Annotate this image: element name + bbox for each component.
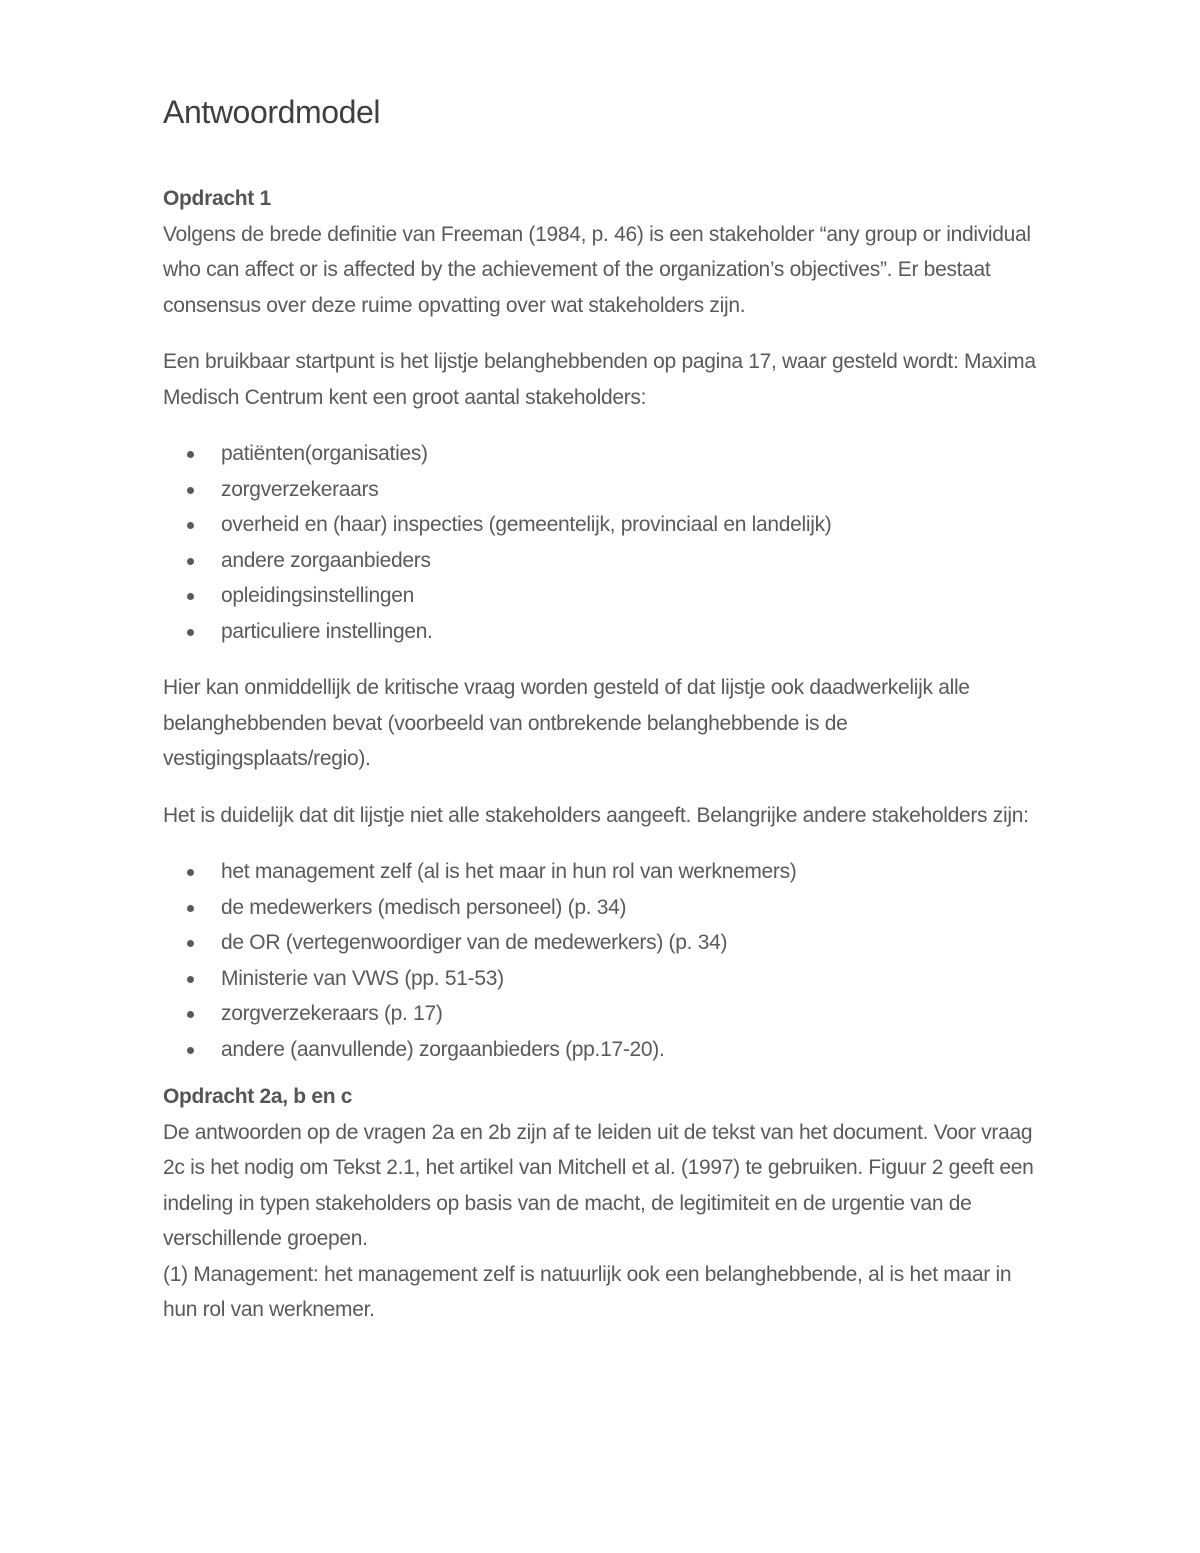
spacer bbox=[163, 415, 1043, 436]
bullet-icon bbox=[187, 558, 194, 565]
list-item: de OR (vertegenwoordiger van de medewerkers) (p. 34) bbox=[163, 925, 1043, 961]
bullet-icon bbox=[187, 522, 194, 529]
paragraph: (1) Management: het management zelf is natuurlijk ook een belanghebbende, al is het maar in hun rol van werknemer. bbox=[163, 1262, 1012, 1321]
section-heading: Opdracht 2a, b en c bbox=[163, 1085, 353, 1108]
spacer bbox=[163, 649, 1043, 670]
bullet-icon bbox=[187, 451, 194, 458]
list-item: overheid en (haar) inspecties (gemeentelijk, provinciaal en landelijk) bbox=[163, 507, 1043, 543]
list-item: het management zelf (al is het maar in hun rol van werknemers) bbox=[163, 854, 1043, 890]
spacer bbox=[163, 833, 1043, 854]
bullet-icon bbox=[187, 1011, 194, 1018]
list-item: andere zorgaanbieders bbox=[163, 543, 1043, 579]
paragraph: Volgens de brede definitie van Freeman (1984, p. 46) is een stakeholder “any group or individual who can affect or is affected by the achievement of the organization’s objectives”. Er bestaat consensus over deze ruime opvatting over wat stakeholders zijn. bbox=[163, 222, 1031, 317]
list-item: andere (aanvullende) zorgaanbieders (pp.17-20). bbox=[163, 1032, 1043, 1068]
document-page bbox=[163, 88, 1043, 1328]
spacer bbox=[163, 1067, 1043, 1079]
bullet-icon bbox=[187, 940, 194, 947]
spacer bbox=[163, 136, 1043, 181]
section-opdracht-1 bbox=[163, 181, 1043, 1067]
section-heading: Opdracht 1 bbox=[163, 187, 271, 210]
paragraph: Hier kan onmiddellijk de kritische vraag worden gesteld of dat lijstje ook daadwerkelijk alle belanghebbenden bevat (voorbeeld van ontbrekende belanghebbende is de vestigingsplaats/regio). bbox=[163, 676, 970, 770]
list-item: opleidingsinstellingen bbox=[163, 578, 1043, 614]
list-item: Ministerie van VWS (pp. 51-53) bbox=[163, 961, 1043, 997]
paragraph: Een bruikbaar startpunt is het lijstje belanghebbenden op pagina 17, waar gesteld wordt: Maxima Medisch Centrum kent een groot aantal stakeholders: bbox=[163, 350, 1036, 409]
list-item: patiënten(organisaties) bbox=[163, 436, 1043, 472]
list-item: zorgverzekeraars bbox=[163, 472, 1043, 508]
list-item: zorgverzekeraars (p. 17) bbox=[163, 996, 1043, 1032]
bullet-icon bbox=[187, 869, 194, 876]
bullet-icon bbox=[187, 593, 194, 600]
bullet-icon bbox=[187, 976, 194, 983]
bullet-icon bbox=[187, 487, 194, 494]
stakeholder-list bbox=[163, 436, 1043, 649]
spacer bbox=[163, 777, 1043, 798]
bullet-icon bbox=[187, 1047, 194, 1054]
paragraph: De antwoorden op de vragen 2a en 2b zijn af te leiden uit de tekst van het document. Voor vraag 2c is het nodig om Tekst 2.1, het artikel van Mitchell et al. (1997) te gebruiken. Figuur 2 geeft een indeling in typen stakeholders op basis van de macht, de legitimiteit en de urgentie van de verschillende groepen. bbox=[163, 1120, 1034, 1250]
section-opdracht-2 bbox=[163, 1079, 1043, 1328]
spacer bbox=[163, 323, 1043, 344]
page-title: Antwoordmodel bbox=[163, 94, 381, 130]
list-item: de medewerkers (medisch personeel) (p. 34) bbox=[163, 890, 1043, 926]
bullet-icon bbox=[187, 629, 194, 636]
bullet-icon bbox=[187, 905, 194, 912]
paragraph: Het is duidelijk dat dit lijstje niet alle stakeholders aangeeft. Belangrijke andere stakeholders zijn: bbox=[163, 803, 1029, 827]
list-item: particuliere instellingen. bbox=[163, 614, 1043, 650]
additional-stakeholder-list bbox=[163, 854, 1043, 1067]
